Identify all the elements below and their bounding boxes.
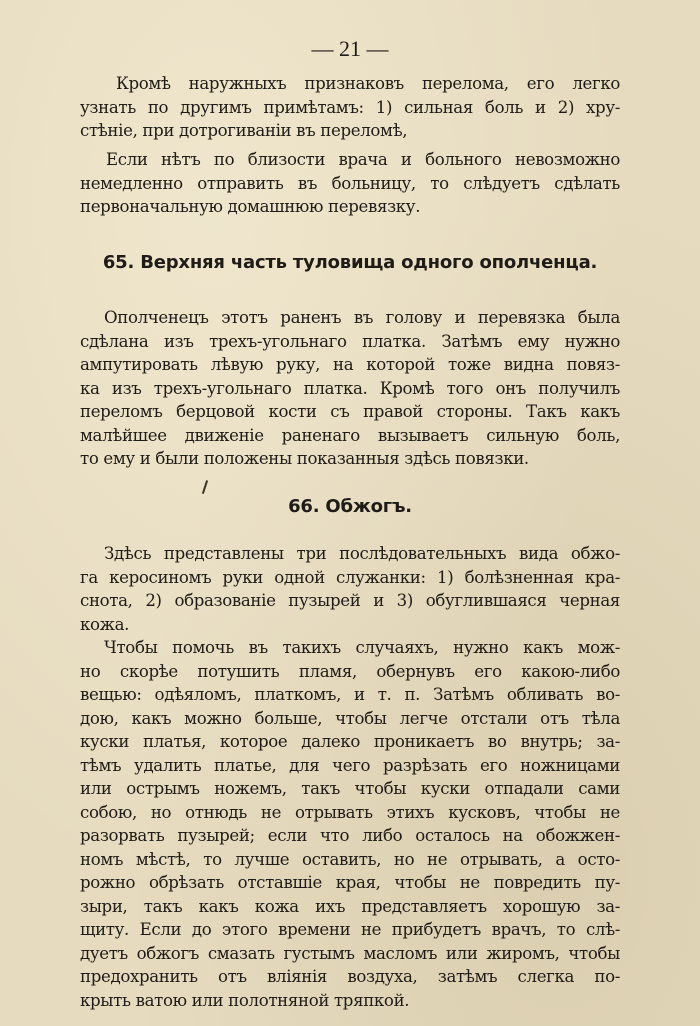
text-line: малѣйшее движеніе раненаго вызываетъ сильную боль, xyxy=(80,425,620,445)
page-number: — 21 — xyxy=(311,36,389,61)
section-heading-65: 65. Верхняя часть туловища одного ополченца. xyxy=(102,252,598,273)
text-line: первоначальную домашнюю перевязку. xyxy=(80,197,421,216)
text-line: га керосиномъ руки одной служанки: 1) болѣзненная кра- xyxy=(80,567,620,587)
text-line: номъ мѣстѣ, то лучше оставить, но не отрывать, а осто- xyxy=(80,849,620,869)
text-line: Если нѣтъ по близости врача и больного невозможно xyxy=(106,150,620,169)
text-line: куски платья, которое далеко проникаетъ во внутрь; за- xyxy=(80,732,620,751)
text-line: тѣмъ удалить платье, для чего разрѣзать его ножницами xyxy=(80,755,620,775)
text-line: то ему и были положены показанныя здѣсь повязки. xyxy=(80,449,529,468)
text-line: немедленно отправить въ больницу, то слѣдуетъ сдѣлать xyxy=(80,173,620,193)
paragraph-burn-aid xyxy=(80,636,620,1012)
text-line: Чтобы помочь въ такихъ случаяхъ, нужно какъ мож- xyxy=(104,638,620,657)
text-line: дою, какъ можно больше, чтобы легче отстали отъ тѣла xyxy=(80,708,620,728)
text-line: ка изъ трехъ-угольнаго платка. Кромѣ того онъ получилъ xyxy=(80,378,620,398)
text-line: зыри, такъ какъ кожа ихъ представляетъ хорошую за- xyxy=(80,896,620,916)
text-line: кожа. xyxy=(80,614,130,634)
paragraph-burn-stages xyxy=(80,542,620,636)
text-line: крыть ватою или полотняной тряпкой. xyxy=(80,990,410,1010)
text-line: Здѣсь представлены три послѣдовательныхъ вида обжо- xyxy=(104,544,620,563)
paragraph-first-dressing xyxy=(80,148,620,219)
text-line: разорвать пузырей; если что либо осталось на обожжен- xyxy=(80,826,620,845)
text-line: снота, 2) образованіе пузырей и 3) обуглившаяся черная xyxy=(80,591,620,610)
section-heading-66: 66. Обжогъ. xyxy=(288,496,412,517)
text-line: Ополченецъ этотъ раненъ въ голову и перевязка была xyxy=(104,308,620,327)
text-line: переломъ берцовой кости съ правой стороны. Такъ какъ xyxy=(80,402,620,421)
text-line: Кромѣ наружныхъ признаковъ перелома, его легко xyxy=(116,74,620,93)
text-line: рожно обрѣзать отставшіе края, чтобы не повредить пу- xyxy=(80,873,620,892)
text-line: или острымъ ножемъ, такъ чтобы куски отпадали сами xyxy=(80,779,620,798)
text-line: предохранить отъ вліянія воздуха, затѣмъ слегка по- xyxy=(80,967,620,986)
text-line: стѣніе, при дотрогиваніи въ переломѣ, xyxy=(80,121,408,140)
text-line: собою, но отнюдь не отрывать этихъ кусковъ, чтобы не xyxy=(80,802,620,822)
text-line: но скорѣе потушить пламя, обернувъ его какою-либо xyxy=(80,661,620,681)
text-line: сдѣлана изъ трехъ-угольнаго платка. Затѣмъ ему нужно xyxy=(80,331,620,351)
text-line: дуетъ обжогъ смазать густымъ масломъ или жиромъ, чтобы xyxy=(80,943,620,963)
text-line: узнать по другимъ примѣтамъ: 1) сильная боль и 2) хру- xyxy=(80,97,620,117)
text-line: ампутировать лѣвую руку, на которой тоже видна повяз- xyxy=(80,355,620,374)
text-line: щиту. Если до этого времени не прибудетъ врачъ, то слѣ- xyxy=(80,920,620,939)
paragraph-fracture-signs xyxy=(80,72,620,143)
text-line: вещью: одѣяломъ, платкомъ, и т. п. Затѣмъ обливать во- xyxy=(80,685,620,704)
paragraph-militiaman xyxy=(80,306,620,471)
pencil-mark xyxy=(202,480,208,494)
